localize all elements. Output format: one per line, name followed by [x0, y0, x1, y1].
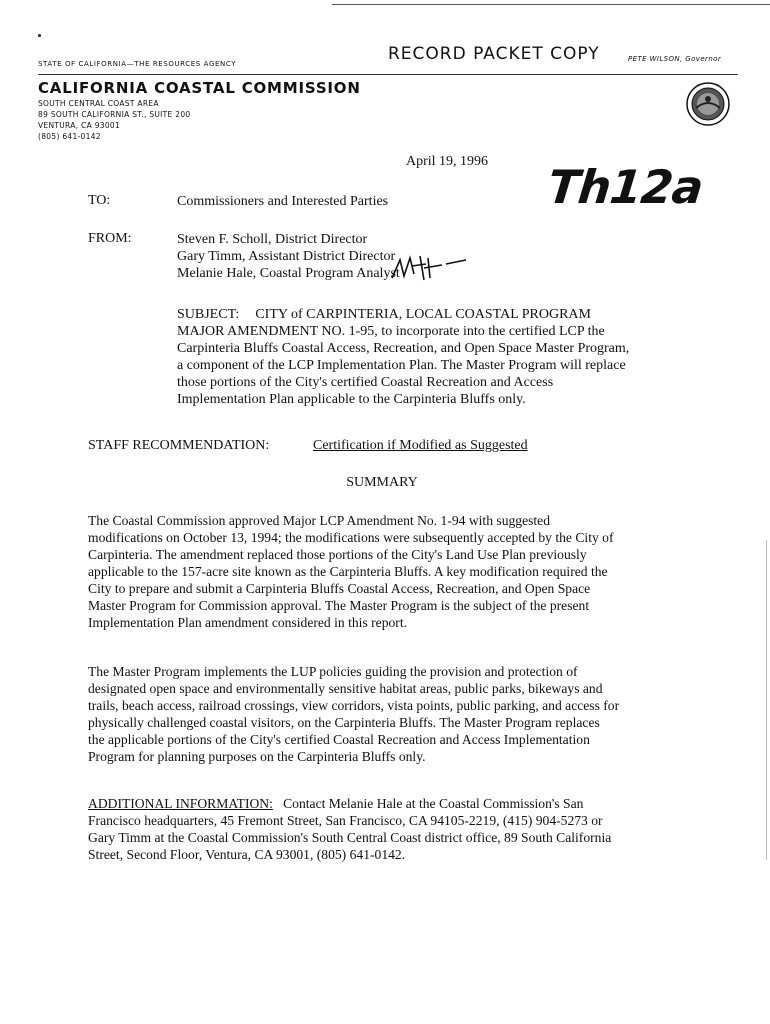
subject-line: those portions of the City's certified Coastal Recreation and Access — [177, 375, 554, 390]
governor-name: PETE WILSON, Governor — [628, 55, 722, 63]
subject-text: CITY of CARPINTERIA, LOCAL COASTAL PROGRAM — [255, 307, 591, 322]
to-label: TO: — [88, 193, 111, 208]
subject-line: Carpinteria Bluffs Coastal Access, Recreation, and Open Space Master Program, — [177, 341, 630, 356]
subject-line-1 — [177, 306, 697, 323]
commission-street: 89 SOUTH CALIFORNIA ST., SUITE 200 — [38, 110, 191, 119]
commission-name: CALIFORNIA COASTAL COMMISSION — [38, 79, 361, 97]
subject-line: MAJOR AMENDMENT NO. 1-95, to incorporate into the certified LCP the — [177, 324, 605, 339]
summary-heading: SUMMARY — [346, 475, 418, 490]
from-senders — [177, 231, 400, 282]
agency-name: STATE OF CALIFORNIA—THE RESOURCES AGENCY — [38, 60, 237, 68]
header-rule — [38, 74, 738, 75]
commission-area: SOUTH CENTRAL COAST AREA — [38, 99, 159, 108]
subject-block — [177, 306, 697, 408]
staff-recommendation-label: STAFF RECOMMENDATION: — [88, 438, 270, 453]
to-recipients: Commissioners and Interested Parties — [177, 194, 389, 209]
subject-line: a component of the LCP Implementation Plan. The Master Program will replace — [177, 358, 626, 373]
summary-paragraph-2: The Master Program implements the LUP policies guiding the provision and protection of designated open space and environmentally sensitive habitat areas, public parks, bikeways and trails, beach access, railroad crossings, view corridors, vista points, public parking, and access for physically challenged coastal visitors, on the Carpinteria Bluffs. The Master Program replaces the applicable portions of the City's certified Coastal Recreation and Access Implementation Program for planning purposes on the Carpinteria Bluffs only. — [88, 664, 620, 764]
top-rule — [332, 4, 770, 5]
scan-edge-line — [766, 540, 767, 860]
commission-city: VENTURA, CA 93001 — [38, 121, 121, 130]
sender-line: Melanie Hale, Coastal Program Analyst — [177, 266, 400, 281]
record-packet-stamp: RECORD PACKET COPY — [388, 44, 600, 64]
sender-line: Gary Timm, Assistant District Director — [177, 249, 396, 264]
subject-label: SUBJECT: — [177, 307, 240, 322]
additional-information: ADDITIONAL INFORMATION: Contact Melanie Hale at the Coastal Commission's San Francisco headquarters, 45 Fremont Street, San Francisco, CA 94105-2219, (415) 904-5273 or Gary Timm at the Coastal Commission's South Central Coast district office, 89 South California Street, Second Floor, Ventura, CA 93001, (805) 641-0142. — [88, 795, 688, 863]
additional-information-label: ADDITIONAL INFORMATION: — [88, 796, 273, 811]
additional-line-1: ADDITIONAL INFORMATION: Contact Melanie Hale at the Coastal Commission's San — [88, 796, 584, 811]
state-seal-icon — [686, 82, 730, 126]
memo-date: April 19, 1996 — [406, 154, 489, 169]
subject-line: Implementation Plan applicable to the Carpinteria Bluffs only. — [177, 392, 526, 407]
commission-address — [38, 98, 191, 142]
staff-recommendation: Certification if Modified as Suggested — [313, 438, 528, 453]
commission-phone: (805) 641-0142 — [38, 132, 101, 141]
sender-line: Steven F. Scholl, District Director — [177, 232, 368, 247]
agenda-item-stamp: Th12a — [545, 160, 706, 214]
scan-mark — [38, 34, 41, 37]
from-label: FROM: — [88, 231, 132, 246]
initials-signature — [386, 250, 470, 284]
summary-paragraph-1: The Coastal Commission approved Major LCP Amendment No. 1-94 with suggested modifications on October 13, 1994; the modifications were subsequently accepted by the City of Carpinteria. The amendment replaced those portions of the City's Land Use Plan previously applicable to the 157-acre site known as the Carpinteria Bluffs. A key modification required the City to prepare and submit a Carpinteria Bluffs Coastal Access, Recreation, and Open Space Master Program for Commission approval. The Master Program is the subject of the present Implementation Plan amendment considered in this report. — [88, 513, 614, 630]
